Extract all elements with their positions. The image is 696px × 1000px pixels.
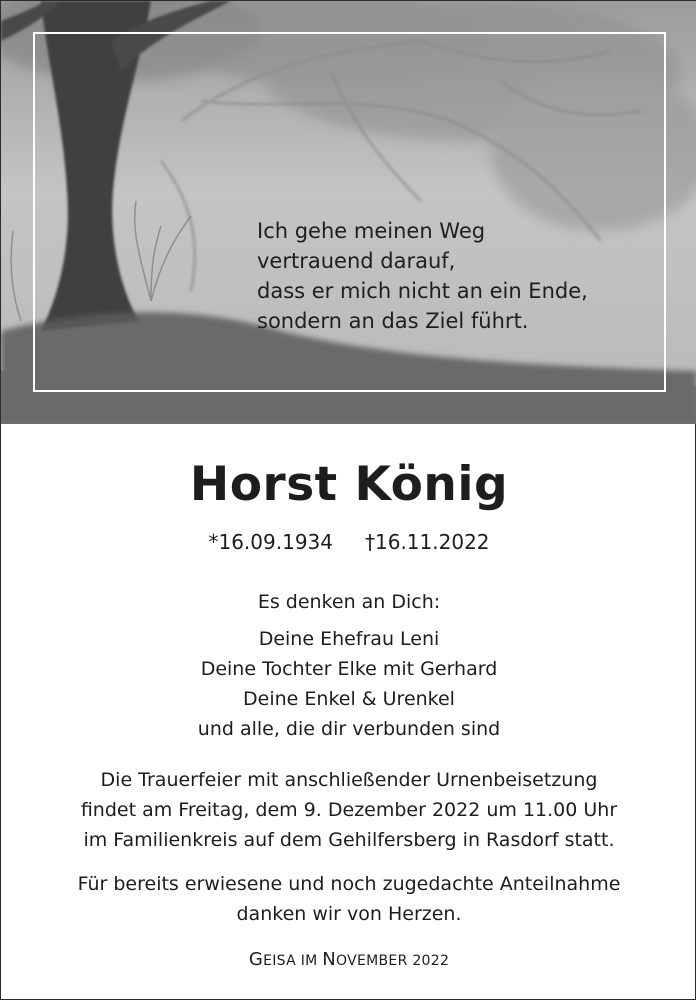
funeral-line: findet am Freitag, dem 9. Dezember 2022 um 11.00 Uhr <box>80 799 618 821</box>
thanks-note <box>1 869 696 929</box>
mourner-line: Deine Tochter Elke mit Gerhard <box>200 658 498 680</box>
quote-line: sondern an das Ziel führt. <box>257 309 529 333</box>
quote-line: vertrauend darauf, <box>257 249 456 273</box>
quote <box>257 216 657 336</box>
header-photo <box>1 1 696 424</box>
month-cap: N <box>322 949 337 970</box>
birth-date: *16.09.1934 <box>208 530 333 554</box>
mourners-intro: Es denken an Dich: <box>257 591 441 613</box>
month-text: OVEMBER 2022 <box>336 953 450 969</box>
mourner-line: Deine Enkel & Urenkel <box>243 688 455 710</box>
mourner-line: Deine Ehefrau Leni <box>258 628 440 650</box>
photo-frame <box>33 32 666 392</box>
thanks-line: Für bereits erwiesene und noch zugedachte Anteilnahme <box>77 873 621 895</box>
mourners-list <box>1 624 696 744</box>
thanks-line: danken wir von Herzen. <box>236 903 462 925</box>
place-cap: G <box>248 949 264 970</box>
mourner-line: und alle, die dir verbunden sind <box>197 718 501 740</box>
funeral-line: Die Trauerfeier mit anschließender Urnenbeisetzung <box>100 769 598 791</box>
quote-line: Ich gehe meinen Weg <box>257 219 486 243</box>
death-date: †16.11.2022 <box>365 530 490 554</box>
life-dates <box>1 527 696 557</box>
deceased-name: Horst König <box>189 457 509 512</box>
funeral-line: im Familienkreis auf dem Gehilfersberg in Rasdorf statt. <box>83 829 615 851</box>
funeral-details <box>1 765 696 855</box>
quote-line: dass er mich nicht an ein Ende, <box>257 279 588 303</box>
place-text: EISA IM <box>263 953 323 969</box>
place-and-date <box>1 947 696 974</box>
